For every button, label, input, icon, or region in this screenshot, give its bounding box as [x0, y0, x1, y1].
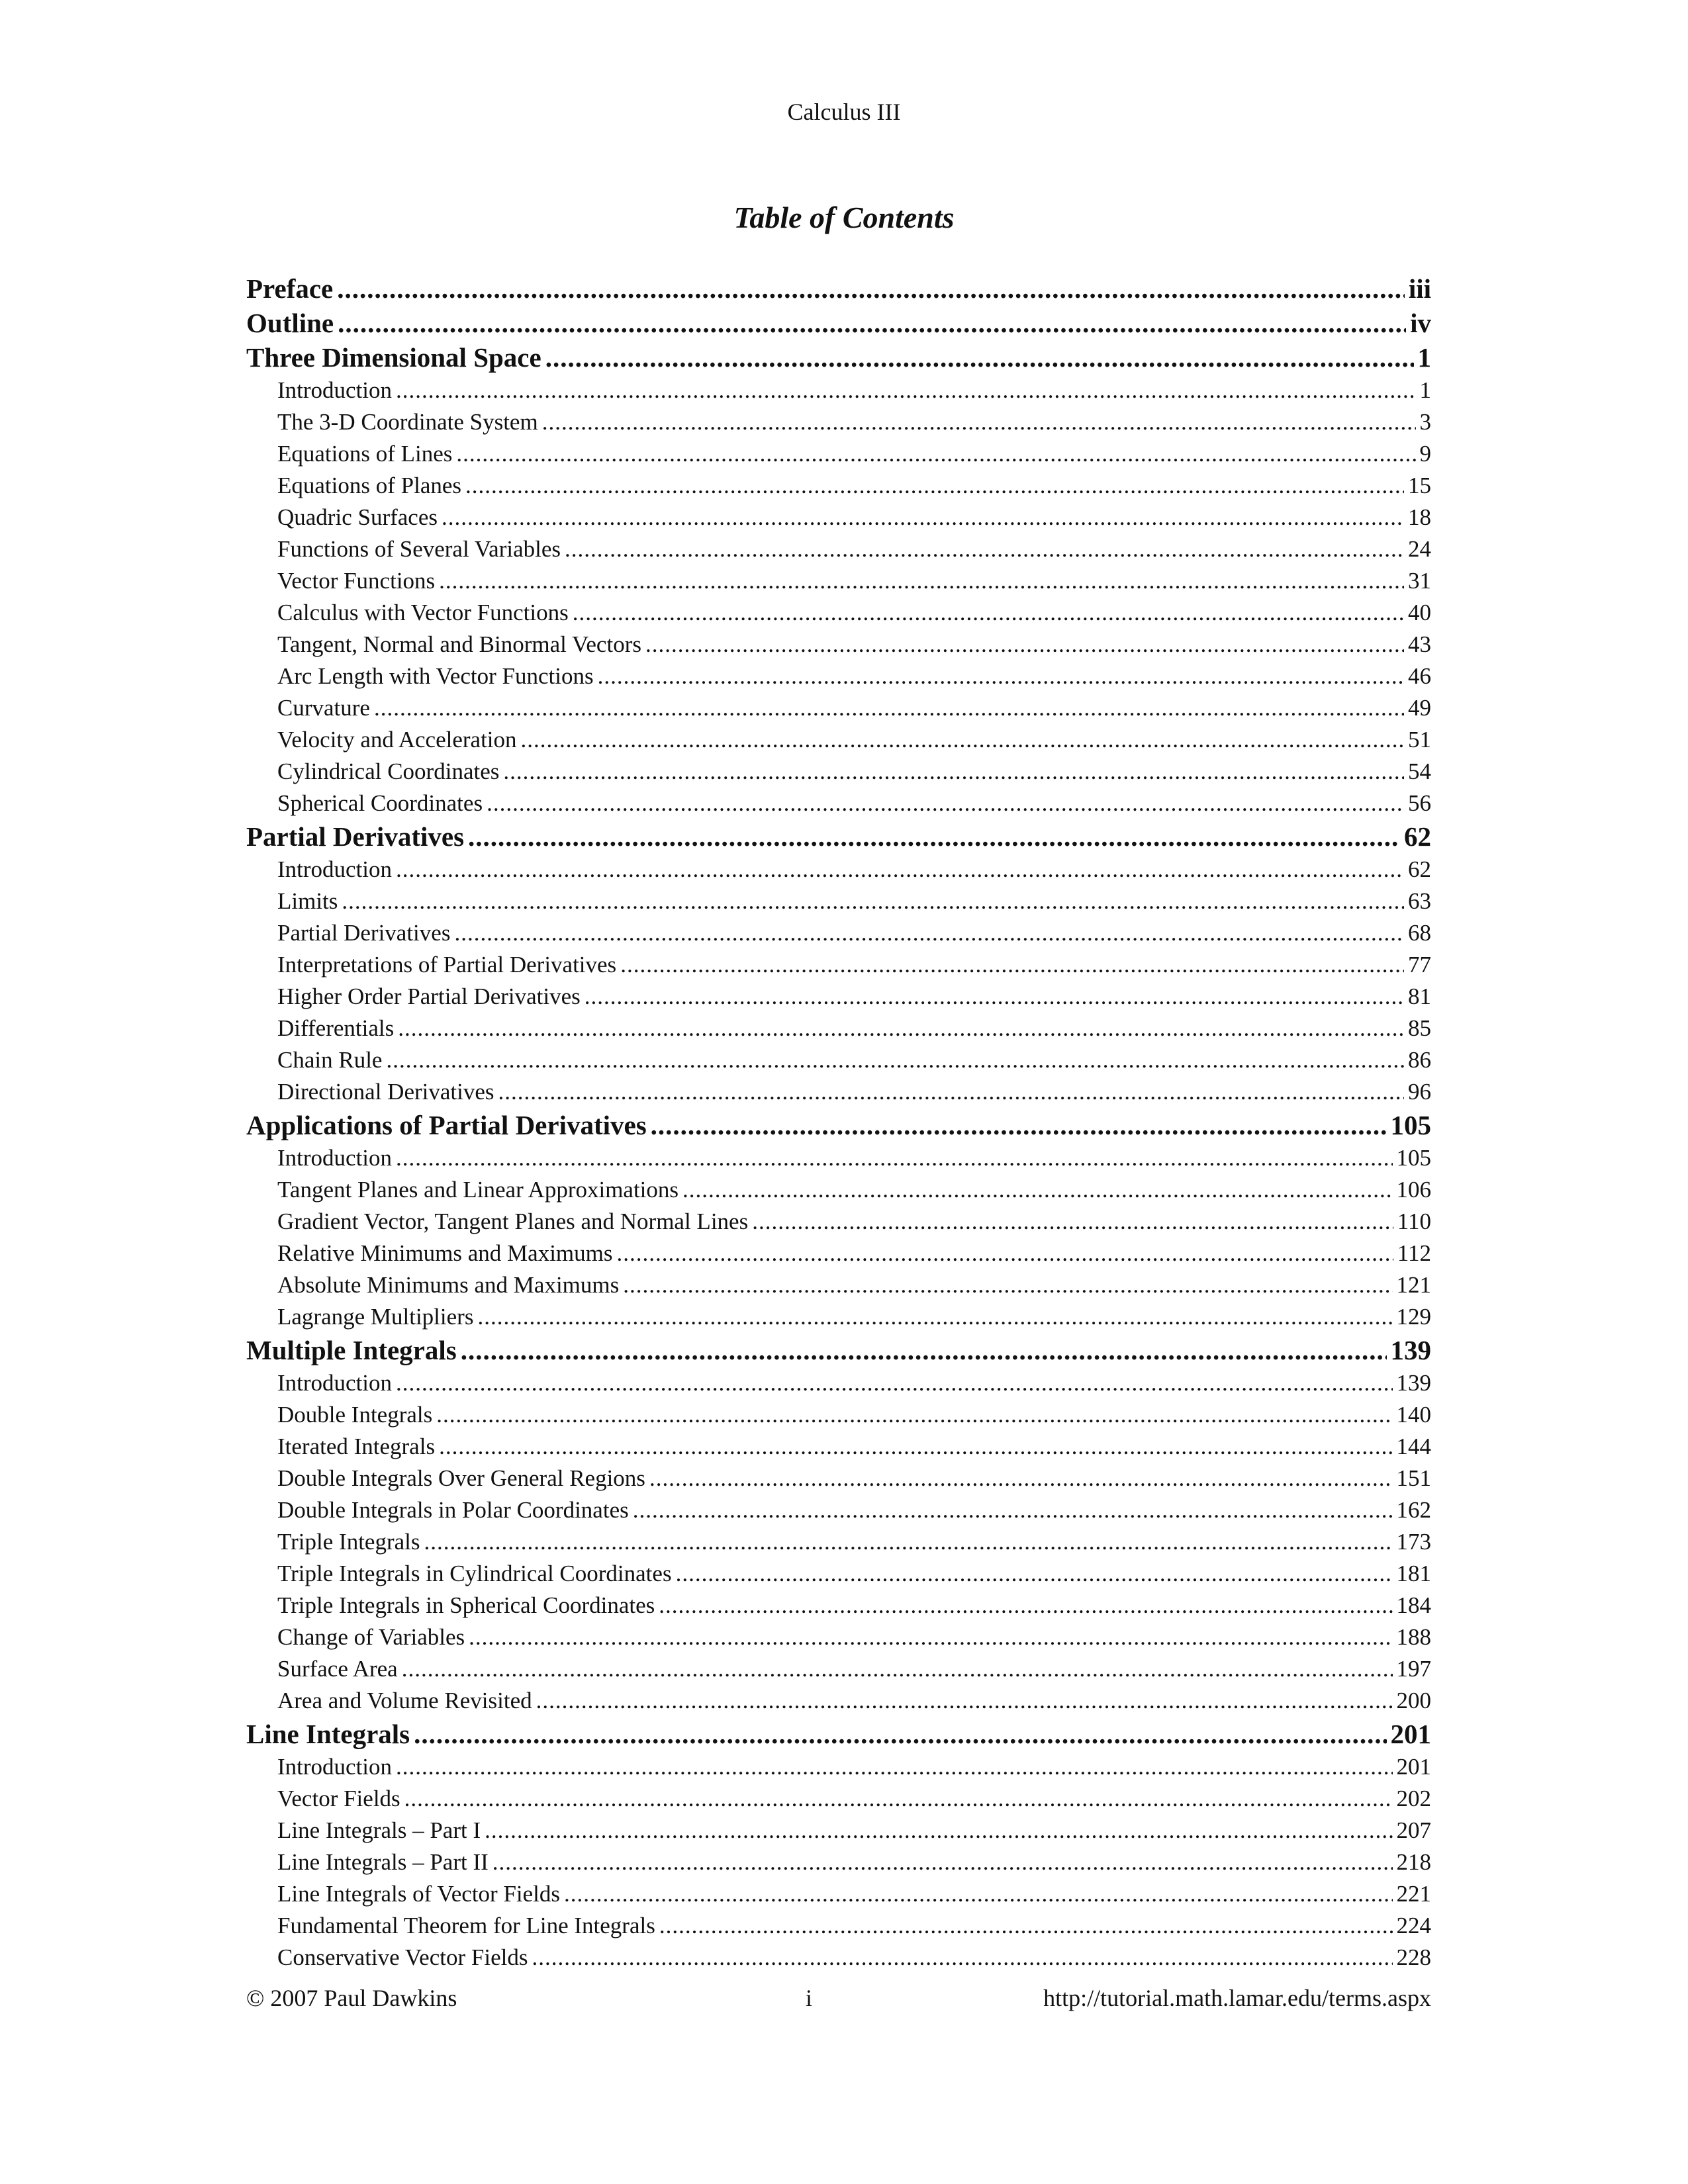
toc-entry-page-number: 224: [1396, 1913, 1431, 1938]
toc-section-entry[interactable]: [246, 1846, 1431, 1878]
toc-dot-leader: [424, 1526, 1393, 1558]
toc-section-entry[interactable]: [246, 438, 1431, 470]
toc-dot-leader: [396, 854, 1404, 886]
toc-entry-title: Interpretations of Partial Derivatives: [277, 952, 617, 978]
page-footer: [246, 1984, 1431, 2012]
toc-entry-page-number: 46: [1408, 663, 1431, 689]
toc-entry-title: Functions of Several Variables: [277, 536, 561, 562]
toc-chapter-entry[interactable]: [246, 819, 1431, 854]
toc-entry-title: Spherical Coordinates: [277, 790, 483, 816]
toc-dot-leader: [386, 1044, 1404, 1076]
toc-entry-page-number: 54: [1408, 758, 1431, 784]
toc-section-entry[interactable]: [246, 597, 1431, 629]
toc-entry-page-number: 85: [1408, 1015, 1431, 1041]
toc-dot-leader: [651, 1108, 1387, 1142]
toc-entry-page-number: 218: [1396, 1849, 1431, 1875]
toc-entry-page-number: 18: [1408, 504, 1431, 530]
toc-entry-title: Double Integrals: [277, 1402, 433, 1428]
toc-entry-page-number: 62: [1408, 856, 1431, 882]
toc-entry-page-number: 15: [1408, 473, 1431, 498]
toc-dot-leader: [337, 271, 1405, 306]
toc-section-entry[interactable]: [246, 1044, 1431, 1076]
toc-dot-leader: [439, 1431, 1392, 1463]
toc-entry-page-number: 77: [1408, 952, 1431, 978]
toc-entry-title: Vector Fields: [277, 1786, 400, 1811]
toc-entry-page-number: 200: [1396, 1688, 1431, 1713]
toc-section-entry[interactable]: [246, 1751, 1431, 1783]
footer-copyright: © 2007 Paul Dawkins: [246, 1985, 457, 2011]
toc-dot-leader: [439, 565, 1404, 597]
toc-entry-title: Directional Derivatives: [277, 1079, 494, 1105]
toc-dot-leader: [461, 1333, 1387, 1367]
toc-dot-leader: [598, 660, 1404, 692]
toc-entry-title: Introduction: [277, 1370, 393, 1396]
toc-section-entry[interactable]: [246, 1013, 1431, 1044]
toc-chapter-entry[interactable]: [246, 1108, 1431, 1142]
toc-dot-leader: [659, 1910, 1393, 1942]
toc-entry-title: Vector Functions: [277, 568, 436, 594]
toc-entry-title: Surface Area: [277, 1656, 398, 1682]
toc-dot-leader: [338, 306, 1406, 340]
toc-dot-leader: [342, 886, 1404, 917]
toc-dot-leader: [487, 788, 1404, 819]
toc-entry-page-number: 151: [1396, 1465, 1431, 1491]
toc-section-entry[interactable]: [246, 375, 1431, 406]
toc-entry-page-number: 188: [1396, 1624, 1431, 1650]
toc-dot-leader: [617, 1238, 1393, 1269]
toc-entry-page-number: 1: [1417, 342, 1431, 373]
toc-entry-title: Line Integrals – Part I: [277, 1817, 481, 1843]
toc-entry-page-number: 106: [1396, 1177, 1431, 1203]
toc-entry-page-number: 51: [1408, 727, 1431, 752]
toc-entry-title: Velocity and Acceleration: [277, 727, 517, 752]
toc-section-entry[interactable]: [246, 756, 1431, 788]
toc-section-entry[interactable]: [246, 692, 1431, 724]
toc-entry-page-number: 202: [1396, 1786, 1431, 1811]
toc-entry-title: Introduction: [277, 377, 393, 403]
toc-section-entry[interactable]: [246, 470, 1431, 502]
toc-section-entry[interactable]: [246, 724, 1431, 756]
toc-entry-page-number: iii: [1408, 273, 1431, 304]
toc-entry-title: Lagrange Multipliers: [277, 1304, 474, 1330]
toc-entry-title: Equations of Lines: [277, 441, 453, 467]
toc-dot-leader: [649, 1463, 1393, 1494]
toc-entry-page-number: 96: [1408, 1079, 1431, 1105]
toc-entry-page-number: 31: [1408, 568, 1431, 594]
toc-section-entry[interactable]: [246, 533, 1431, 565]
toc-entry-title: Outline: [246, 308, 334, 338]
toc-entry-page-number: 184: [1396, 1592, 1431, 1618]
toc-entry-title: Area and Volume Revisited: [277, 1688, 532, 1713]
toc-section-entry[interactable]: [246, 406, 1431, 438]
toc-dot-leader: [542, 406, 1416, 438]
toc-entry-title: Introduction: [277, 1754, 393, 1780]
toc-entry-title: Three Dimensional Space: [246, 342, 541, 373]
toc-dot-leader: [623, 1269, 1392, 1301]
toc-entry-title: Calculus with Vector Functions: [277, 600, 569, 625]
toc-section-entry[interactable]: [246, 1367, 1431, 1399]
toc-entry-title: Conservative Vector Fields: [277, 1944, 528, 1970]
toc-entry-title: Partial Derivatives: [246, 821, 465, 852]
toc-section-entry[interactable]: [246, 1301, 1431, 1333]
toc-entry-title: Quadric Surfaces: [277, 504, 438, 530]
toc-dot-leader: [620, 949, 1404, 981]
toc-entry-page-number: 105: [1396, 1145, 1431, 1171]
toc-entry-page-number: 9: [1419, 441, 1431, 467]
toc-entry-title: Iterated Integrals: [277, 1433, 436, 1459]
toc-entry-page-number: 110: [1397, 1208, 1431, 1234]
toc-dot-leader: [545, 340, 1414, 375]
toc-dot-leader: [645, 629, 1404, 660]
toc-dot-leader: [414, 1717, 1386, 1751]
toc-section-entry[interactable]: [246, 502, 1431, 533]
toc-section-entry[interactable]: [246, 1399, 1431, 1431]
toc-entry-title: Line Integrals: [246, 1719, 410, 1749]
toc-section-entry[interactable]: [246, 1142, 1431, 1174]
toc-entry-page-number: 49: [1408, 695, 1431, 721]
toc-dot-leader: [676, 1558, 1393, 1590]
running-header: Calculus III: [787, 99, 901, 125]
toc-dot-leader: [442, 502, 1404, 533]
toc-section-entry[interactable]: [246, 1590, 1431, 1621]
toc-entry-page-number: 63: [1408, 888, 1431, 914]
toc-entry-title: Change of Variables: [277, 1624, 465, 1650]
toc-chapter-entry[interactable]: [246, 1333, 1431, 1367]
toc-section-entry[interactable]: [246, 949, 1431, 981]
toc-entry-title: Fundamental Theorem for Line Integrals: [277, 1913, 655, 1938]
table-of-contents: [246, 271, 1431, 1974]
toc-dot-leader: [573, 597, 1404, 629]
toc-chapter-entry[interactable]: [246, 306, 1431, 340]
toc-entry-page-number: 81: [1408, 983, 1431, 1009]
toc-dot-leader: [536, 1685, 1393, 1717]
toc-entry-title: Chain Rule: [277, 1047, 383, 1073]
toc-entry-title: Gradient Vector, Tangent Planes and Normal Lines: [277, 1208, 749, 1234]
toc-section-entry[interactable]: [246, 854, 1431, 886]
toc-entry-title: Tangent Planes and Linear Approximations: [277, 1177, 679, 1203]
toc-entry-page-number: 86: [1408, 1047, 1431, 1073]
toc-dot-leader: [396, 375, 1415, 406]
toc-entry-title: Tangent, Normal and Binormal Vectors: [277, 631, 641, 657]
toc-entry-title: Cylindrical Coordinates: [277, 758, 500, 784]
toc-entry-page-number: 162: [1396, 1497, 1431, 1523]
toc-section-entry[interactable]: [246, 1076, 1431, 1108]
toc-section-entry[interactable]: [246, 981, 1431, 1013]
toc-dot-leader: [398, 1013, 1404, 1044]
toc-entry-title: Applications of Partial Derivatives: [246, 1110, 647, 1140]
toc-section-entry[interactable]: [246, 1174, 1431, 1206]
toc-entry-page-number: 139: [1390, 1335, 1431, 1365]
toc-entry-page-number: 62: [1404, 821, 1431, 852]
toc-entry-title: Higher Order Partial Derivatives: [277, 983, 581, 1009]
toc-entry-title: The 3-D Coordinate System: [277, 409, 538, 435]
toc-section-entry[interactable]: [246, 1878, 1431, 1910]
toc-entry-title: Preface: [246, 273, 334, 304]
toc-entry-title: Multiple Integrals: [246, 1335, 457, 1365]
toc-entry-page-number: 43: [1408, 631, 1431, 657]
toc-entry-title: Triple Integrals in Cylindrical Coordinates: [277, 1561, 672, 1586]
toc-dot-leader: [585, 981, 1404, 1013]
toc-dot-leader: [404, 1783, 1393, 1815]
toc-entry-title: Relative Minimums and Maximums: [277, 1240, 613, 1266]
toc-section-entry[interactable]: [246, 1238, 1431, 1269]
toc-dot-leader: [752, 1206, 1393, 1238]
toc-section-entry[interactable]: [246, 629, 1431, 660]
toc-entry-title: Absolute Minimums and Maximums: [277, 1272, 620, 1298]
toc-dot-leader: [521, 724, 1404, 756]
toc-entry-page-number: 228: [1396, 1944, 1431, 1970]
toc-dot-leader: [469, 1621, 1392, 1653]
toc-entry-page-number: 105: [1390, 1110, 1431, 1140]
toc-entry-title: Equations of Planes: [277, 473, 462, 498]
toc-section-entry[interactable]: [246, 1463, 1431, 1494]
toc-section-entry[interactable]: [246, 1269, 1431, 1301]
toc-entry-page-number: 139: [1396, 1370, 1431, 1396]
toc-entry-title: Differentials: [277, 1015, 395, 1041]
toc-entry-page-number: 24: [1408, 536, 1431, 562]
toc-entry-page-number: 68: [1408, 920, 1431, 946]
toc-entry-title: Triple Integrals in Spherical Coordinates: [277, 1592, 655, 1618]
toc-section-entry[interactable]: [246, 917, 1431, 949]
toc-dot-leader: [682, 1174, 1392, 1206]
toc-dot-leader: [456, 438, 1415, 470]
toc-section-entry[interactable]: [246, 1621, 1431, 1653]
toc-dot-leader: [503, 756, 1404, 788]
toc-entry-page-number: 140: [1396, 1402, 1431, 1428]
toc-chapter-entry[interactable]: [246, 1717, 1431, 1751]
toc-dot-leader: [396, 1142, 1392, 1174]
toc-section-entry[interactable]: [246, 1558, 1431, 1590]
toc-entry-title: Limits: [277, 888, 338, 914]
toc-section-entry[interactable]: [246, 886, 1431, 917]
toc-dot-leader: [396, 1367, 1392, 1399]
toc-entry-title: Double Integrals Over General Regions: [277, 1465, 645, 1491]
toc-entry-page-number: 3: [1419, 409, 1431, 435]
toc-dot-leader: [402, 1653, 1393, 1685]
toc-dot-leader: [468, 819, 1400, 854]
toc-entry-title: Arc Length with Vector Functions: [277, 663, 594, 689]
toc-entry-page-number: 173: [1396, 1529, 1431, 1555]
toc-section-entry[interactable]: [246, 1494, 1431, 1526]
toc-entry-title: Curvature: [277, 695, 370, 721]
toc-chapter-entry[interactable]: [246, 271, 1431, 306]
toc-entry-title: Line Integrals of Vector Fields: [277, 1881, 561, 1907]
toc-section-entry[interactable]: [246, 1431, 1431, 1463]
toc-dot-leader: [465, 470, 1404, 502]
toc-section-entry[interactable]: [246, 1815, 1431, 1846]
toc-dot-leader: [659, 1590, 1392, 1621]
toc-section-entry[interactable]: [246, 1526, 1431, 1558]
toc-entry-title: Double Integrals in Polar Coordinates: [277, 1497, 629, 1523]
toc-entry-page-number: 207: [1396, 1817, 1431, 1843]
toc-entry-page-number: 201: [1390, 1719, 1431, 1749]
toc-section-entry[interactable]: [246, 565, 1431, 597]
toc-section-entry[interactable]: [246, 788, 1431, 819]
toc-section-entry[interactable]: [246, 1685, 1431, 1717]
toc-section-entry[interactable]: [246, 1910, 1431, 1942]
toc-dot-leader: [532, 1942, 1392, 1974]
toc-section-entry[interactable]: [246, 660, 1431, 692]
toc-dot-leader: [492, 1846, 1393, 1878]
toc-dot-leader: [477, 1301, 1392, 1333]
toc-entry-page-number: 221: [1396, 1881, 1431, 1907]
toc-entry-page-number: 40: [1408, 600, 1431, 625]
toc-entry-title: Introduction: [277, 856, 393, 882]
toc-entry-page-number: 181: [1396, 1561, 1431, 1586]
toc-entry-title: Introduction: [277, 1145, 393, 1171]
toc-dot-leader: [396, 1751, 1392, 1783]
page-title: Table of Contents: [733, 201, 955, 234]
toc-entry-page-number: 1: [1419, 377, 1431, 403]
toc-dot-leader: [633, 1494, 1393, 1526]
toc-entry-page-number: iv: [1410, 308, 1431, 338]
toc-entry-title: Partial Derivatives: [277, 920, 451, 946]
toc-entry-title: Line Integrals – Part II: [277, 1849, 489, 1875]
footer-url: http://tutorial.math.lamar.edu/terms.aspx: [1043, 1985, 1431, 2011]
toc-section-entry[interactable]: [246, 1783, 1431, 1815]
toc-entry-page-number: 201: [1396, 1754, 1431, 1780]
toc-dot-leader: [565, 533, 1404, 565]
toc-entry-page-number: 112: [1397, 1240, 1431, 1266]
toc-section-entry[interactable]: [246, 1653, 1431, 1685]
toc-dot-leader: [454, 917, 1404, 949]
footer-page-number: i: [805, 1985, 812, 2011]
toc-entry-title: Triple Integrals: [277, 1529, 420, 1555]
toc-entry-page-number: 144: [1396, 1433, 1431, 1459]
toc-entry-page-number: 197: [1396, 1656, 1431, 1682]
toc-entry-page-number: 56: [1408, 790, 1431, 816]
toc-entry-page-number: 129: [1396, 1304, 1431, 1330]
toc-section-entry[interactable]: [246, 1942, 1431, 1974]
toc-dot-leader: [374, 692, 1404, 724]
toc-dot-leader: [564, 1878, 1392, 1910]
toc-dot-leader: [498, 1076, 1404, 1108]
toc-entry-page-number: 121: [1396, 1272, 1431, 1298]
toc-chapter-entry[interactable]: [246, 340, 1431, 375]
toc-section-entry[interactable]: [246, 1206, 1431, 1238]
toc-dot-leader: [485, 1815, 1392, 1846]
toc-dot-leader: [436, 1399, 1392, 1431]
